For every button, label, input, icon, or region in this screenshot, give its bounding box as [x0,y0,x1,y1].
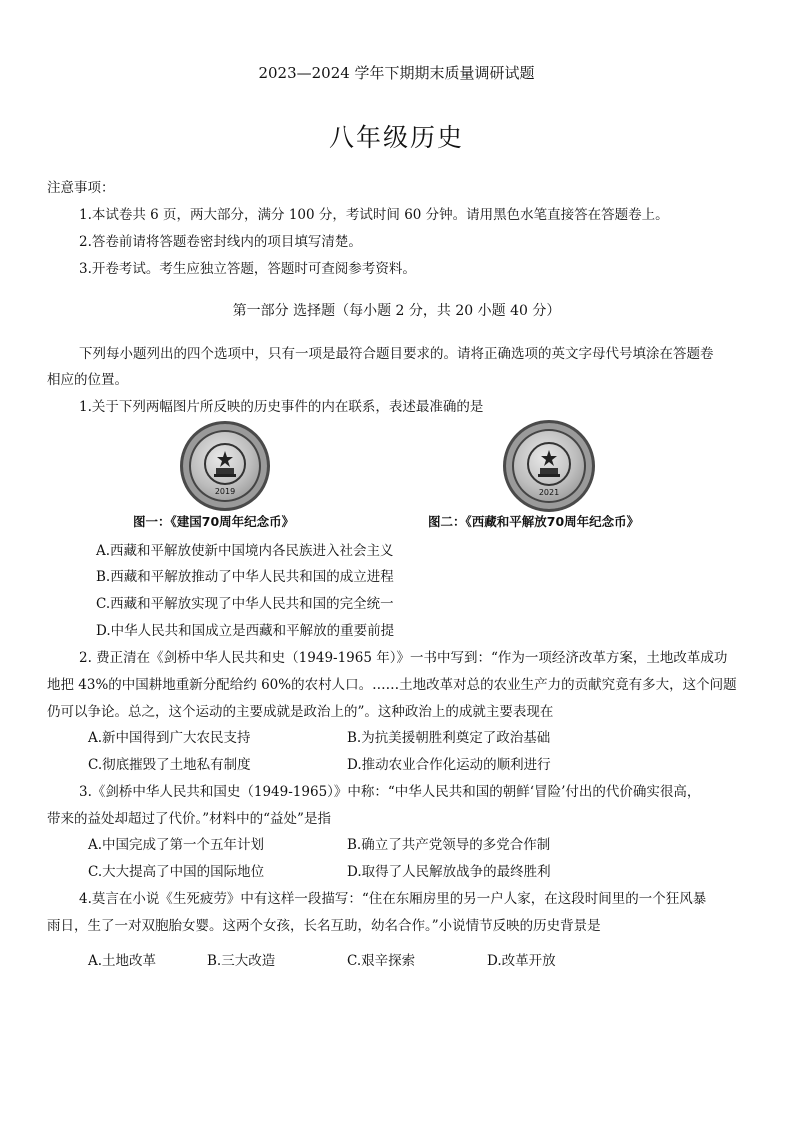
page-title: 八年级历史 [328,123,464,152]
notice-heading: 注意事项： [47,180,115,196]
section-instruction: 下列每小题列出的四个选项中，只有一项是最符合题目要求的。请将正确选项的英文字母代号填涂在答题卷 [79,346,714,362]
option: C.彻底摧毁了土地私有制度 [88,757,251,773]
option: D.推动农业合作化运动的顺利进行 [347,757,551,773]
option: B.西藏和平解放推动了中华人民共和国的成立进程 [96,569,394,585]
option: A.西藏和平解放使新中国境内各民族进入社会主义 [96,543,394,559]
section-instruction: 相应的位置。 [47,372,128,388]
option: C.西藏和平解放实现了中华人民共和国的完全统一 [96,596,394,612]
option: B.三大改造 [207,953,276,969]
figure-2-caption: 图二：《西藏和平解放70周年纪念币》 [428,514,640,529]
question-3-stem: 带来的益处却超过了代价。”材料中的“益处”是指 [47,811,331,827]
option: A.土地改革 [88,953,157,969]
question-2-stem: 2. 费正清在《剑桥中华人民共和史（1949-1965 年）》一书中写到：“作为一项经济改革方案，土地改革成功 [79,650,728,666]
national-emblem-icon [506,423,592,509]
question-2-stem: 地把 43%的中国耕地重新分配给约 60%的农村人口。……土地改革对总的农业生产力的贡献究竟有多大，这个问题 [47,677,737,693]
notice-item: 2.答卷前请将答题卷密封线内的项目填写清楚。 [79,234,362,250]
option: B.为抗美援朝胜利奠定了政治基础 [347,730,551,746]
option: A.新中国得到广大农民支持 [88,730,251,746]
option: C.艰辛探索 [347,953,416,969]
option: D.改革开放 [487,953,556,969]
question-3-stem: 3.《剑桥中华人民共和国史（1949-1965）》中称：“中华人民共和国的朝鲜‘冒险’付出的代价确实很高， [79,784,701,800]
question-2-stem: 仍可以争论。总之，这个运动的主要成就是政治上的”。这种政治上的成就主要表现在 [47,704,554,720]
exam-header: 2023—2024 学年下期期末质量调研试题 [258,64,535,82]
coin-image-1 [180,421,270,511]
svg-text:2021: 2021 [538,488,560,497]
notice-item: 3.开卷考试。考生应独立答题，答题时可查阅参考资料。 [79,261,416,277]
svg-text:2019: 2019 [214,487,236,496]
option: A.中国完成了第一个五年计划 [88,837,265,853]
question-4-stem: 4.莫言在小说《生死疲劳》中有这样一段描写：“住在东厢房里的另一户人家，在这段时间里的一个狂风暴 [79,891,707,907]
question-4-stem: 雨日，生了一对双胞胎女婴。这两个女孩，长名互助，幼名合作。”小说情节反映的历史背景是 [47,918,601,934]
section-title: 第一部分 选择题（每小题 2 分，共 20 小题 40 分） [232,303,561,319]
option: B.确立了共产党领导的多党合作制 [347,837,551,853]
option: D.取得了人民解放战争的最终胜利 [347,864,551,880]
question-1-stem: 1.关于下列两幅图片所反映的历史事件的内在联系，表述最准确的是 [79,399,484,415]
option: D.中华人民共和国成立是西藏和平解放的重要前提 [96,623,395,639]
option: C.大大提高了中国的国际地位 [88,864,265,880]
notice-item: 1.本试卷共 6 页，两大部分，满分 100 分，考试时间 60 分钟。请用黑色水笔直接答在答题卷上。 [79,207,669,223]
national-emblem-icon [183,424,267,508]
coin-image-2 [503,420,595,512]
figure-1-caption: 图一：《建国70周年纪念币》 [133,514,295,529]
